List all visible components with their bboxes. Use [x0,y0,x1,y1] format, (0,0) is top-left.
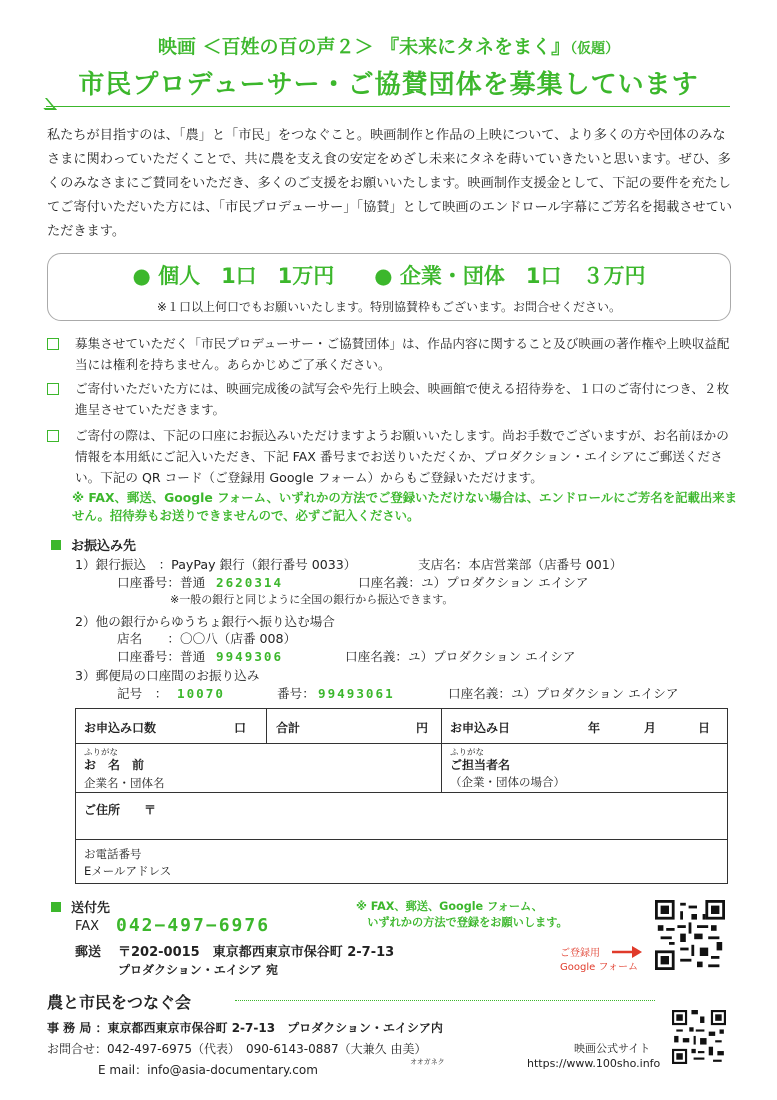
name-label[interactable]: お 名 前 [84,758,145,772]
checkbox-icon [47,430,59,442]
qr-label-1: ご登録用 [560,948,600,959]
bank3-account-name: 口座名義：ユ）プロダクション エイシア [448,686,679,701]
total-suffix[interactable]: 円 [416,721,429,735]
footer-dotted-rule [235,1000,655,1001]
square-bullet-icon [51,902,61,912]
name-furigana: ふりがな [84,748,119,758]
price-note: ※１口以上何口でもお願いいたします。特別協賛枠もございます。お問合せください。 [156,300,622,314]
official-site-qr-code[interactable] [672,1010,726,1064]
post-label: 郵送 [75,945,102,960]
price-individual: ● 個人 1口 1万円 [132,264,335,288]
google-form-qr-code[interactable] [655,900,725,970]
checkbox-icon [47,338,59,350]
price-line [47,260,731,290]
post-recipient: プロダクション・エイシア 宛 [118,963,278,977]
contact-phones: お問合せ：042-497-6975（代表） 090-6143-0887（大兼久 由美） [47,1042,427,1056]
bank2-account-label: 口座番号：普通 [117,649,206,664]
bank1-note: ※一般の銀行と同じように全国の銀行から振込できます。 [170,593,454,606]
bank-heading: お振込み先 [51,535,136,554]
date-year[interactable]: 年 [588,721,601,735]
checklist-item: ご寄付いただいた方には、映画完成後の試写会や先行上映会、映画館で使える招待券を、１口のご寄付につき、２枚進呈させていただきます。 [47,378,737,420]
send-note: ※ FAX、郵送、Google フォーム、 いずれかの方法で登録をお願いします。 [356,900,568,929]
bank3-number-label: 番号： [277,686,315,701]
site-label: 映画公式サイト [574,1042,651,1055]
title-line-1 [0,32,777,59]
checklist-item: 募集させていただく「市民プロデューサー・ご協賛団体」は、作品内容に関すること及び映画の著作権や上映収益配当には権利を持ちません。あらかじめご了承ください。 [47,333,737,375]
fax-label: FAX [75,919,100,934]
address-label[interactable]: ご住所 〒 [84,803,157,817]
registration-warning: ※ FAX、郵送、Google フォーム、いずれかの方法でご登録いただけない場合は、エンドロールにご芳名を記載出来ません。招待券もお送りできませんので、必ずご記入ください。 [72,490,738,523]
bank2-branch: 店名 ：〇〇八（店番 008） [117,631,297,646]
units-suffix[interactable]: 口 [234,721,247,735]
contact-label[interactable]: ご担当者名 [450,758,511,772]
units-label: お申込み口数 [84,721,157,735]
bank2-account-name: 口座名義：ユ）プロダクション エイシア [345,649,576,664]
bank1-branch: 支店名：本店営業部（店番号 001） [418,557,623,572]
square-bullet-icon [51,540,61,550]
organization-name: 農と市民をつなぐ会 [47,993,192,1012]
intro-paragraph: 私たちが目指すのは、「農」と「市民」をつなぐこと。映画制作と作品の上映について、より多くの方や団体のみなさまに関わっていただくことで、共に農を支え食の安定をめざし未来にタネを蒔いていきたいと思います。ぜひ、多くのみなさまにご賛同をいただき、多くのご支援をお願いいたします。映画制作支援金として、下記の要件を充たしてご寄付いただいた方には、「市民プロデューサー」「協賛」として映画のエンドロール字幕にご芳名を掲載させていただきます。 [47,128,733,239]
post-address: 〒202-0015 東京都西東京市保谷町 2-7-13 [118,945,395,960]
bank3-label: 3）郵便局の口座間のお振り込み [75,668,260,683]
bank2-label: 2）他の銀行からゆうちょ銀行へ振り込む場合 [75,614,335,629]
qr-label-2: Google フォーム [560,962,638,973]
contact-ruby: オオガネク [410,1058,445,1066]
price-corporate: ● 企業・団体 1口 ３万円 [374,264,646,288]
application-form [75,708,728,884]
date-label: お申込み日 [450,721,511,735]
contact-note: （企業・団体の場合） [450,775,565,789]
send-heading: 送付先 [51,897,110,916]
email-label[interactable]: Eメールアドレス [84,864,172,878]
arrow-right-icon [612,946,642,958]
title-rule [46,106,730,107]
bank1-account-number: 2620314 [216,575,284,590]
phone-label[interactable]: お電話番号 [84,847,142,861]
film-title-tentative: （仮題） [570,41,620,57]
contact-email[interactable]: E mail：info@asia-documentary.com [98,1063,318,1077]
site-url[interactable]: https://www.100sho.info [527,1057,661,1070]
date-month[interactable]: 月 [644,721,657,735]
bank2-account-number: 9949306 [216,649,284,664]
bank1-label: 1）銀行振込 ：PayPay 銀行（銀行番号 0033） [75,557,357,572]
bank1-account-name: 口座名義：ユ）プロダクション エイシア [358,575,589,590]
office-address: 事 務 局 ：東京都西東京市保谷町 2-7-13 プロダクション・エイシア内 [47,1021,443,1035]
bank3-kigo: 10070 [177,686,225,701]
total-label: 合計 [276,721,301,735]
film-title: 映画 ＜百姓の百の声２＞ 『未来にタネをまく』 [157,36,571,58]
bank1-account-label: 口座番号：普通 [117,575,206,590]
page-title: 市民プロデューサー・ご協賛団体を募集しています [78,70,699,100]
bank3-kigo-label: 記号 ： [117,686,168,701]
contact-furigana: ふりがな [450,748,485,758]
fax-number: 042−497−6976 [116,915,271,936]
checklist-item: ご寄付の際は、下記の口座にお振込みいただけますようお願いいたします。尚お手数でございますが、お名前ほかの情報を本用紙にご記入いただき、下記 FAX 番号までお送りいただくか、プロダクション・エイシアにご郵送ください。下記の QR コード（ご登録用 Google フォーム）からもご登録いただけます。 [47,425,737,488]
date-day[interactable]: 日 [698,721,711,735]
org-label: 企業名・団体名 [84,776,165,790]
checkbox-icon [47,383,59,395]
bank3-number: 99493061 [318,686,395,701]
